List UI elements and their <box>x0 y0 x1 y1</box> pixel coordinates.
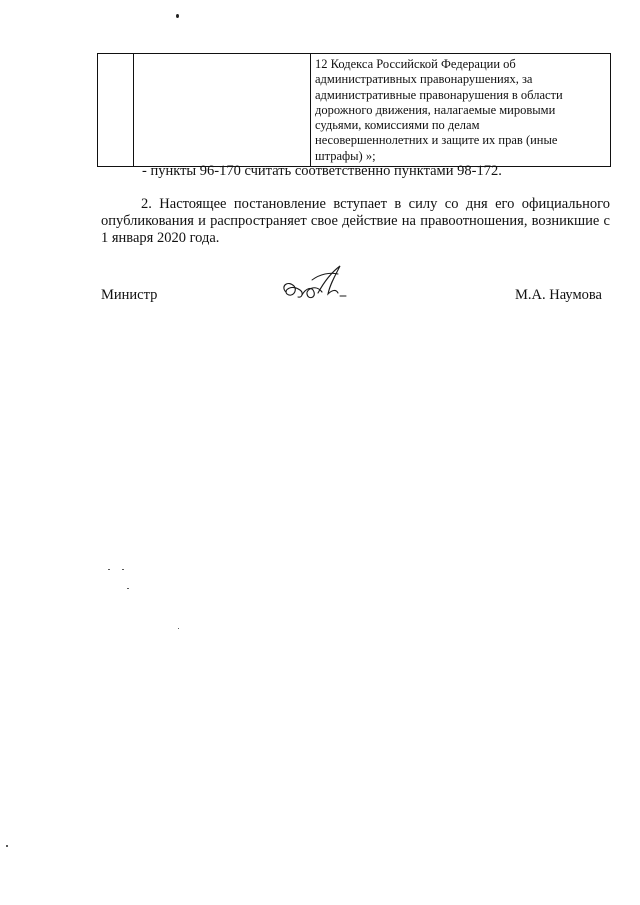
scan-speck <box>127 588 129 589</box>
renumbering-note: - пункты 96-170 считать соответственно пунктами 98-172. <box>142 163 502 179</box>
scan-speck <box>108 569 110 570</box>
signatory-title: Министр <box>101 287 158 303</box>
cell-text: 12 Кодекса Российской Федерации об административных правонарушениях, за административные правонарушения в области дорожного движения, налагаемые мировыми судьями, комиссиями по делам несовершеннолетних и защите их прав (иные штрафы) »; <box>315 57 563 163</box>
table-row <box>98 54 611 167</box>
table-cell-description <box>311 54 611 167</box>
scan-speck <box>176 14 179 18</box>
cell-text <box>98 54 133 163</box>
scan-speck <box>122 569 124 570</box>
scan-speck <box>6 845 8 847</box>
scan-speck <box>178 628 179 629</box>
table-cell-number <box>98 54 134 167</box>
clause-2-paragraph: 2. Настоящее постановление вступает в силу со дня его официального опубликования и распространяет свое действие на правоотношения, возникшие с 1 января 2020 года. <box>101 196 610 246</box>
handwritten-signature <box>278 262 358 310</box>
cell-text <box>134 54 310 59</box>
table-cell-code <box>134 54 311 167</box>
signatory-name: М.А. Наумова <box>515 287 602 303</box>
fines-table <box>97 53 611 167</box>
